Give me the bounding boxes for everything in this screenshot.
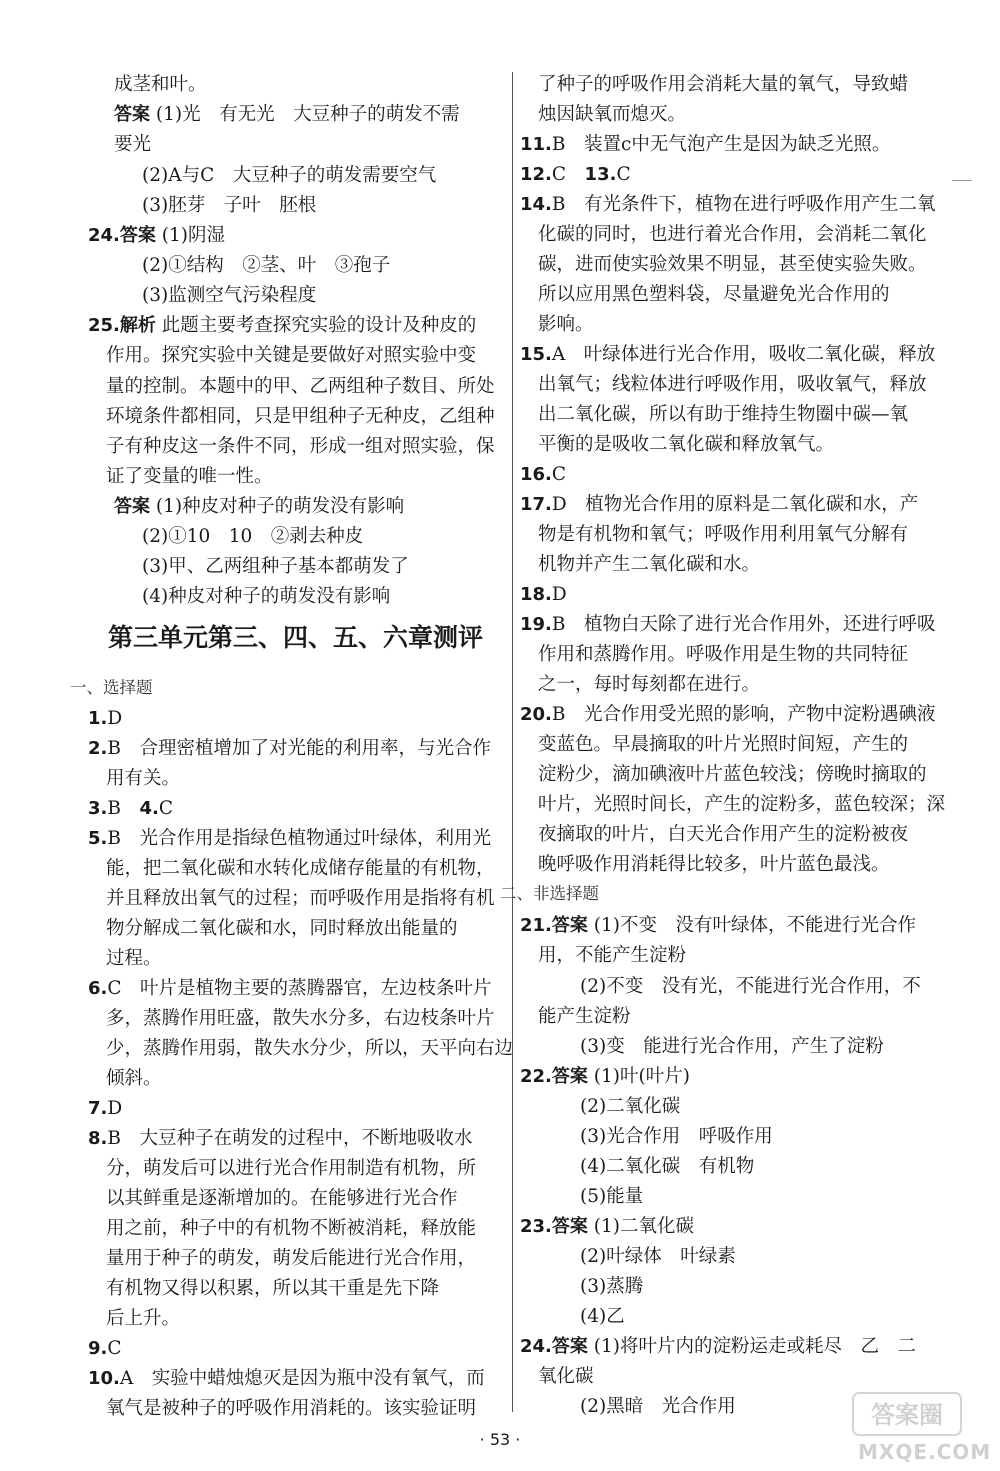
text-line [520, 160, 631, 190]
line-text: 成茎和叶。 [114, 74, 207, 95]
question-number: 17. [520, 494, 552, 515]
text-line [538, 370, 927, 400]
text-line [538, 790, 945, 820]
text-line [88, 824, 491, 854]
line-text: D [107, 708, 123, 729]
line-text: (4)二氧化碳 有机物 [580, 1156, 755, 1177]
line-text: C [551, 464, 567, 485]
line-text: 并且释放出氧气的过程；而呼吸作用是指将有机 [106, 888, 495, 909]
text-line [142, 281, 316, 311]
line-text: 以其鲜重是逐渐增加的。在能够进行光合作 [106, 1188, 458, 1209]
answer-keyword: 答案 [551, 1066, 588, 1087]
line-text: 氧气是被种子的呼吸作用消耗的。该实验证明 [106, 1398, 477, 1419]
watermark-url: MXQE.COM [858, 1440, 992, 1464]
text-line [106, 1394, 476, 1424]
question-number: 14. [520, 194, 552, 215]
line-text: 一、选择题 [70, 678, 153, 697]
line-text: 作用。探究实验中关键是要做好对照实验中变 [106, 345, 477, 366]
text-line [520, 700, 936, 730]
text-line [538, 310, 594, 340]
column-divider [512, 72, 513, 1412]
text-line [520, 190, 936, 220]
line-text: 证了变量的唯一性。 [106, 466, 273, 487]
line-text: C [551, 164, 585, 185]
question-number: 23. [520, 1216, 552, 1237]
line-text: 用，不能产生淀粉 [538, 945, 687, 966]
line-text: (2)①结构 ②茎、叶 ③孢子 [142, 255, 391, 276]
text-line [520, 490, 918, 520]
question-number: 25. [88, 315, 120, 336]
text-line [538, 520, 908, 550]
text-line [114, 492, 404, 522]
text-line [106, 884, 495, 914]
text-line [142, 522, 363, 552]
line-text: B 光合作用是指绿色植物通过叶绿体，利用光 [107, 828, 491, 849]
line-text: 淀粉少，滴加碘液叶片蓝色较浅；傍晚时摘取的 [538, 764, 927, 785]
question-number: 21. [520, 915, 552, 936]
text-line [580, 972, 921, 1002]
line-text: 用之前，种子中的有机物不断被消耗，释放能 [106, 1218, 477, 1239]
question-number: 7. [88, 1098, 108, 1119]
text-line [88, 734, 491, 764]
line-text: (1)种皮对种子的萌发没有影响 [155, 496, 405, 517]
text-line [106, 402, 495, 432]
line-text: 第三单元第三、四、五、六章测评 [108, 623, 484, 652]
line-text: (4)乙 [580, 1306, 625, 1327]
text-line [580, 1302, 625, 1332]
answer-keyword: 答案 [551, 1336, 588, 1357]
watermark-logo-text: 答案圈 [871, 1401, 943, 1429]
line-text: B 大豆种子在萌发的过程中，不断地吸收水 [107, 1128, 473, 1149]
line-text: 平衡的是吸收二氧化碳和释放氧气。 [538, 434, 835, 455]
answer-keyword: 答案 [551, 915, 588, 936]
line-text: (5)能量 [580, 1186, 644, 1207]
line-text: 分，萌发后可以进行光合作用制造有机物，所 [106, 1158, 477, 1179]
question-number: 24. [520, 1336, 552, 1357]
text-line [88, 221, 225, 251]
line-text: (3)甲、乙两组种子基本都萌发了 [142, 556, 409, 577]
text-line [520, 1212, 694, 1242]
section-subheading [500, 880, 599, 904]
line-text: 后上升。 [106, 1308, 181, 1329]
line-text: 有机物又得以积累，所以其干重是先下降 [106, 1278, 440, 1299]
text-line [520, 911, 916, 941]
text-line [538, 850, 890, 880]
section-subheading [70, 674, 153, 698]
question-number: 2. [88, 738, 108, 759]
text-line [106, 372, 495, 402]
line-text: 二、非选择题 [500, 884, 599, 903]
text-line [580, 1272, 643, 1302]
page-number: · 53 · [479, 1430, 521, 1449]
line-text: 量的控制。本题中的甲、乙两组种子数目、所处 [106, 376, 495, 397]
answer-keyword: 答案 [114, 496, 150, 517]
text-line [538, 730, 908, 760]
text-line [88, 311, 476, 341]
line-text: 晚呼吸作用消耗得比较多，叶片蓝色最浅。 [538, 854, 890, 875]
text-line [142, 552, 409, 582]
line-text: C 叶片是植物主要的蒸腾器官，左边枝条叶片 [107, 978, 492, 999]
text-line [538, 670, 760, 700]
text-line [538, 100, 686, 130]
text-line [106, 462, 273, 492]
line-text: (1)二氧化碳 [593, 1216, 694, 1237]
text-line [520, 1062, 690, 1092]
question-number: 11. [520, 134, 552, 155]
line-text: 过程。 [106, 948, 162, 969]
line-text: (2)二氧化碳 [580, 1096, 681, 1117]
margin-mark [952, 180, 972, 181]
text-line [106, 764, 180, 794]
line-text: 机物并产生二氧化碳和水。 [538, 554, 761, 575]
question-number: 13. [584, 164, 617, 185]
question-number: 16. [520, 464, 552, 485]
question-number: 19. [520, 614, 552, 635]
text-line [106, 1214, 476, 1244]
line-text: (2)①10 10 ②剥去种皮 [142, 526, 364, 547]
line-text: C [616, 164, 631, 185]
answer-keyword: 答案 [119, 225, 156, 246]
line-text: C [107, 1338, 122, 1359]
text-line [538, 1002, 631, 1032]
text-line [538, 1362, 594, 1392]
line-text: 氧化碳 [538, 1366, 594, 1387]
text-line [538, 430, 834, 460]
text-line [106, 1304, 180, 1334]
line-text: 量用于种子的萌发，萌发后能进行光合作用， [106, 1248, 477, 1269]
text-line [106, 341, 476, 371]
line-text: B [107, 798, 140, 819]
line-text: (1)将叶片内的淀粉运走或耗尽 乙 二 [593, 1336, 916, 1357]
line-text: (2)不变 没有光，不能进行光合作用，不 [580, 976, 921, 997]
text-line [106, 944, 162, 974]
line-text: (2)黑暗 光合作用 [580, 1396, 736, 1417]
text-line [538, 220, 927, 250]
line-text: C [158, 798, 174, 819]
text-line [88, 974, 492, 1004]
text-line [88, 1364, 485, 1394]
text-line [106, 1004, 495, 1034]
text-line [88, 1124, 472, 1154]
answer-keyword: 答案 [551, 1216, 588, 1237]
line-text: 物分解成二氧化碳和水，同时释放出能量的 [106, 918, 458, 939]
text-line [580, 1242, 736, 1272]
line-text: (1)阴湿 [161, 225, 225, 246]
question-number: 5. [88, 828, 108, 849]
question-number: 15. [520, 344, 552, 365]
text-line [106, 1184, 458, 1214]
line-text: B 有光条件下，植物在进行呼吸作用产生二氧 [551, 194, 936, 215]
question-number: 22. [520, 1066, 552, 1087]
line-text: D [551, 584, 567, 605]
text-line [520, 1332, 916, 1362]
text-line [538, 640, 908, 670]
line-text: D 植物光合作用的原料是二氧化碳和水，产 [551, 494, 919, 515]
text-line [580, 1122, 773, 1152]
line-text: 影响。 [538, 314, 594, 335]
text-line [520, 340, 935, 370]
text-line [106, 432, 495, 462]
text-line [142, 251, 390, 281]
line-text: B 装置c中无气泡产生是因为缺乏光照。 [551, 134, 891, 155]
line-text: 倾斜。 [106, 1068, 162, 1089]
question-number: 9. [88, 1338, 108, 1359]
question-number: 10. [88, 1368, 120, 1389]
question-number: 1. [88, 708, 108, 729]
line-text: B 合理密植增加了对光能的利用率，与光合作 [107, 738, 491, 759]
line-text: 作用和蒸腾作用。呼吸作用是生物的共同特征 [538, 644, 909, 665]
text-line [142, 582, 390, 612]
text-line [88, 794, 173, 824]
line-text: 了种子的呼吸作用会消耗大量的氧气，导致蜡 [538, 74, 909, 95]
text-line [106, 914, 458, 944]
text-line [538, 941, 686, 971]
text-line [106, 1154, 476, 1184]
text-line [520, 130, 890, 160]
text-line [520, 580, 567, 610]
line-text: 化碳的同时，也进行着光合作用，会消耗二氧化 [538, 224, 927, 245]
line-text: A 实验中蜡烛熄灭是因为瓶中没有氧气，而 [119, 1368, 485, 1389]
text-line [538, 280, 890, 310]
text-line [538, 400, 908, 430]
text-line [114, 130, 151, 160]
line-text: 要光 [114, 134, 152, 155]
text-line [538, 550, 760, 580]
text-line [114, 100, 460, 130]
text-line [580, 1032, 884, 1062]
line-text: 用有关。 [106, 768, 181, 789]
line-text: (1)叶(叶片) [593, 1066, 690, 1087]
question-number: 3. [88, 798, 108, 819]
line-text: 碳，进而使实验效果不明显，甚至使实验失败。 [538, 254, 927, 275]
line-text: 出二氧化碳，所以有助于维持生物圈中碳—氧 [538, 404, 909, 425]
section-heading [108, 618, 483, 654]
question-number: 4. [139, 798, 159, 819]
line-text: (2)叶绿体 叶绿素 [580, 1246, 736, 1267]
line-text: (3)胚芽 子叶 胚根 [142, 195, 317, 216]
answer-keyword: 答案 [114, 104, 150, 125]
question-number: 8. [88, 1128, 108, 1149]
line-text: 叶片，光照时间长，产生的淀粉多，蓝色较深；深 [538, 794, 946, 815]
text-line [580, 1392, 736, 1422]
text-line [520, 610, 936, 640]
text-line [114, 70, 207, 100]
line-text: 能，把二氧化碳和水转化成储存能量的有机物， [106, 858, 495, 879]
line-text: B 光合作用受光照的影响，产物中淀粉遇碘液 [551, 704, 936, 725]
text-line [538, 820, 908, 850]
line-text: (3)蒸腾 [580, 1276, 644, 1297]
line-text: 之一，每时每刻都在进行。 [538, 674, 761, 695]
answer-keyword: 解析 [119, 315, 156, 336]
line-text: 烛因缺氧而熄灭。 [538, 104, 687, 125]
text-line [580, 1092, 680, 1122]
line-text: 物是有机物和氧气；呼吸作用利用氧气分解有 [538, 524, 909, 545]
text-line [88, 1094, 122, 1124]
text-line [106, 1034, 513, 1064]
line-text: A 叶绿体进行光合作用，吸收二氧化碳，释放 [551, 344, 936, 365]
line-text: (2)A与C 大豆种子的萌发需要空气 [142, 165, 437, 186]
line-text: (1)光 有无光 大豆种子的萌发不需 [155, 104, 460, 125]
line-text: D [107, 1098, 123, 1119]
question-number: 12. [520, 164, 552, 185]
question-number: 18. [520, 584, 552, 605]
text-line [88, 1334, 122, 1364]
text-line [106, 1064, 162, 1094]
line-text: (4)种皮对种子的萌发没有影响 [142, 586, 391, 607]
question-number: 20. [520, 704, 552, 725]
line-text: 子有种皮这一条件不同，形成一组对照实验，保 [106, 436, 495, 457]
text-line [538, 70, 908, 100]
text-line [142, 191, 316, 221]
line-text: 此题主要考查探究实验的设计及种皮的 [161, 315, 477, 336]
text-line [538, 250, 927, 280]
text-line [142, 161, 436, 191]
line-text: (3)变 能进行光合作用，产生了淀粉 [580, 1036, 884, 1057]
text-line [520, 460, 566, 490]
text-line [88, 704, 122, 734]
text-line [106, 854, 495, 884]
text-line [106, 1274, 439, 1304]
text-line [580, 1152, 754, 1182]
line-text: (3)光合作用 呼吸作用 [580, 1126, 773, 1147]
line-text: (1)不变 没有叶绿体，不能进行光合作 [593, 915, 916, 936]
line-text: 环境条件都相同，只是甲组种子无种皮，乙组种 [106, 406, 495, 427]
line-text: 少，蒸腾作用弱，散失水分少，所以，天平向右边 [106, 1038, 514, 1059]
line-text: 变蓝色。早晨摘取的叶片光照时间短，产生的 [538, 734, 909, 755]
line-text: 夜摘取的叶片，白天光合作用产生的淀粉被夜 [538, 824, 909, 845]
line-text: 出氧气；线粒体进行呼吸作用，吸收氧气，释放 [538, 374, 927, 395]
line-text: 能产生淀粉 [538, 1006, 631, 1027]
question-number: 24. [88, 225, 120, 246]
watermark-logo [852, 1392, 962, 1436]
line-text: 所以应用黑色塑料袋，尽量避免光合作用的 [538, 284, 890, 305]
text-line [106, 1244, 476, 1274]
line-text: 多，蒸腾作用旺盛，散失水分多，右边枝条叶片 [106, 1008, 495, 1029]
line-text: (3)监测空气污染程度 [142, 285, 317, 306]
question-number: 6. [88, 978, 108, 999]
line-text: B 植物白天除了进行光合作用外，还进行呼吸 [551, 614, 936, 635]
text-line [538, 760, 927, 790]
text-line [580, 1182, 643, 1212]
